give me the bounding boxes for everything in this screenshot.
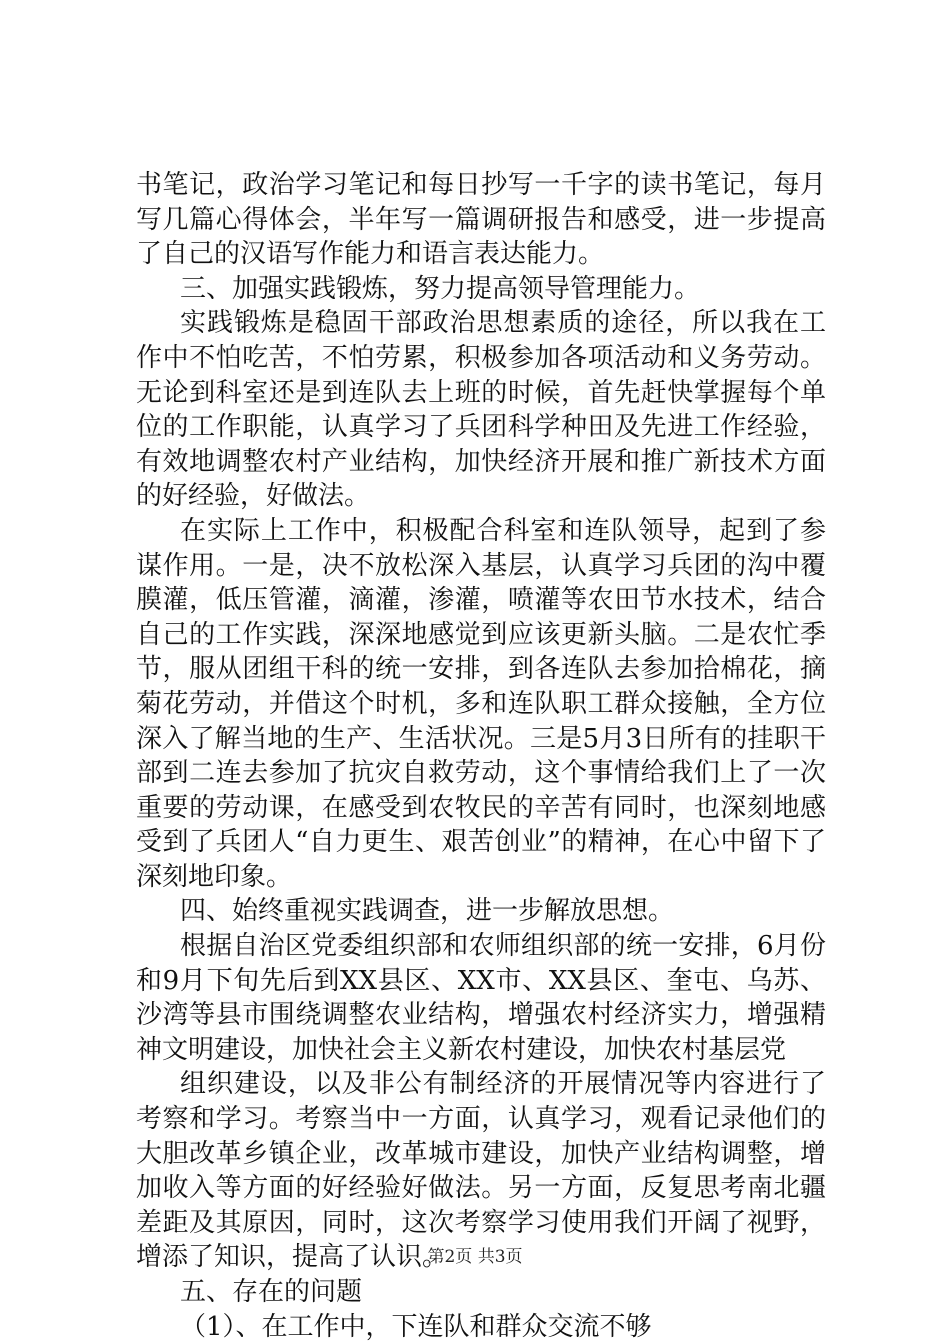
document-body bbox=[136, 168, 826, 1344]
paragraph-investigation-study: 组织建设，以及非公有制经济的开展情况等内容进行了考察和学习。考察当中一方面，认真学习，观看记录他们的大胆改革乡镇企业，改革城市建设，加快产业结构调整，增加收入等方面的好经验好做法。另一方面，反复思考南北疆差距及其原因，同时，这次考察学习使用我们开阔了视野，增添了知识，提高了认识。 bbox=[136, 1069, 826, 1273]
section-heading-problems: 五、存在的问题 bbox=[180, 1277, 363, 1307]
paragraph-continued-notes: 书笔记，政治学习笔记和每日抄写一千字的读书笔记，每月写几篇心得体会，半年写一篇调研报告和感受，进一步提高了自己的汉语写作能力和语言表达能力。 bbox=[136, 170, 826, 270]
problem-item-1: （1）、在工作中，下连队和群众交流不够 bbox=[180, 1311, 652, 1342]
paragraph-practice-training: 实践锻炼是稳固干部政治思想素质的途径，所以我在工作中不怕吃苦，不怕劳累，积极参加各项活动和义务劳动。无论到科室还是到连队去上班的时候，首先赶快掌握每个单位的工作职能，认真学习了兵团科学种田及先进工作经验，有效地调整农村产业结构，加快经济开展和推广新技术方面的好经验，好做法。 bbox=[136, 308, 826, 512]
section-heading-practice: 三、加强实践锻炼，努力提高领导管理能力。 bbox=[180, 273, 701, 304]
paragraph-actual-work: 在实际上工作中，积极配合科室和连队领导，起到了参谋作用。一是，决不放松深入基层，认真学习兵团的沟中覆膜灌，低压管灌，滴灌，渗灌，喷灌等农田节水技术，结合自己的工作实践，深深地感觉到应该更新头脑。二是农忙季节，服从团组干科的统一安排，到各连队去参加拾棉花，摘菊花劳动，并借这个时机，多和连队职工群众接触，全方位深入了解当地的生产、生活状况。三是5月3日所有的挂职干部到二连去参加了抗灾自救劳动，这个事情给我们上了一次重要的劳动课，在感受到农牧民的辛苦有同时，也深刻地感受到了兵团人“自力更生、艰苦创业”的精神，在心中留下了深刻地印象。 bbox=[136, 515, 826, 892]
section-heading-investigation: 四、始终重视实践调查，进一步解放思想。 bbox=[180, 896, 675, 927]
paragraph-investigation-arrangement: 根据自治区党委组织部和农师组织部的统一安排，6月份和9月下旬先后到XX县区、XX市、XX县区、奎屯、乌苏、沙湾等县市围绕调整农业结构，增强农村经济实力，增强精神文明建设，加快社会主义新农村建设，加快农村基层党 bbox=[136, 931, 826, 1065]
page-number-footer: 第2页 共3页 bbox=[427, 1247, 523, 1267]
